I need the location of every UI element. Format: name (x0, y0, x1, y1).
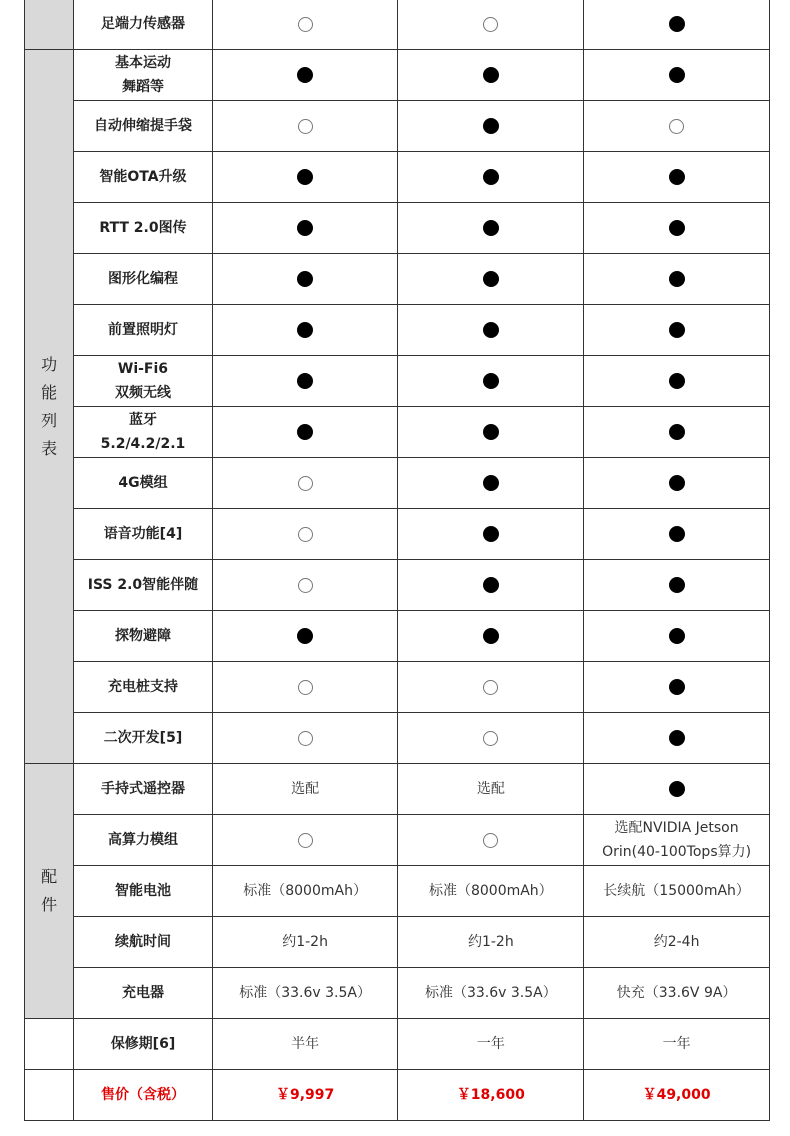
empty-circle-icon (298, 17, 313, 32)
price-row (25, 1070, 770, 1121)
value-cell (398, 815, 584, 866)
row-label: 保修期[6] (74, 1019, 213, 1070)
table-row (25, 662, 770, 713)
empty-circle-icon (483, 731, 498, 746)
value-cell (584, 560, 770, 611)
value-cell (584, 611, 770, 662)
filled-circle-icon (669, 679, 685, 695)
value-cell (212, 458, 398, 509)
category-cell (25, 50, 74, 764)
table-row (25, 713, 770, 764)
table-row (25, 50, 770, 101)
value-cell (398, 356, 584, 407)
value-cell: 约2-4h (584, 917, 770, 968)
value-cell (398, 407, 584, 458)
filled-circle-icon (297, 373, 313, 389)
row-label (74, 407, 213, 458)
table-row (25, 203, 770, 254)
value-cell (584, 254, 770, 305)
empty-circle-icon (298, 119, 313, 134)
filled-circle-icon (669, 169, 685, 185)
row-label: 语音功能[4] (74, 509, 213, 560)
row-label: 自动伸缩提手袋 (74, 101, 213, 152)
empty-circle-icon (298, 731, 313, 746)
filled-circle-icon (669, 220, 685, 236)
value-cell: 标准（8000mAh） (212, 866, 398, 917)
table-row (25, 356, 770, 407)
value-cell (398, 509, 584, 560)
filled-circle-icon (669, 526, 685, 542)
row-label: 足端力传感器 (74, 0, 213, 50)
value-cell (398, 254, 584, 305)
row-label: 高算力模组 (74, 815, 213, 866)
value-cell (212, 611, 398, 662)
row-label-line: 基本运动 (114, 55, 171, 71)
value-cell (398, 152, 584, 203)
value-cell (584, 0, 770, 50)
row-label-line: Wi-Fi6 (117, 361, 169, 377)
filled-circle-icon (483, 577, 499, 593)
value-cell: 选配 (398, 764, 584, 815)
filled-circle-icon (483, 373, 499, 389)
category-cell (25, 1019, 74, 1070)
spec-comparison-table (24, 0, 770, 1121)
table-row (25, 560, 770, 611)
filled-circle-icon (483, 220, 499, 236)
table-row (25, 152, 770, 203)
value-cell (398, 458, 584, 509)
value-cell (398, 713, 584, 764)
filled-circle-icon (483, 67, 499, 83)
table-row (25, 101, 770, 152)
filled-circle-icon (297, 67, 313, 83)
filled-circle-icon (297, 322, 313, 338)
value-cell (584, 152, 770, 203)
row-label: 手持式遥控器 (74, 764, 213, 815)
filled-circle-icon (669, 373, 685, 389)
empty-circle-icon (298, 833, 313, 848)
value-cell (584, 305, 770, 356)
value-cell (212, 815, 398, 866)
filled-circle-icon (669, 730, 685, 746)
table-row (25, 254, 770, 305)
row-label (74, 356, 213, 407)
table-row (25, 458, 770, 509)
value-cell (398, 101, 584, 152)
value-cell: 快充（33.6V 9A） (584, 968, 770, 1019)
value-cell: ￥18,600 (398, 1070, 584, 1121)
value-cell (584, 815, 770, 866)
value-cell (212, 305, 398, 356)
category-cell (25, 764, 74, 1019)
row-label-line: 5.2/4.2/2.1 (100, 436, 186, 452)
table-row (25, 866, 770, 917)
empty-circle-icon (483, 17, 498, 32)
table-row (25, 917, 770, 968)
table-row (25, 407, 770, 458)
value-cell (212, 560, 398, 611)
value-cell (398, 50, 584, 101)
row-label (74, 50, 213, 101)
empty-circle-icon (669, 119, 684, 134)
filled-circle-icon (669, 628, 685, 644)
filled-circle-icon (483, 628, 499, 644)
value-cell: 选配 (212, 764, 398, 815)
value-cell (398, 0, 584, 50)
filled-circle-icon (483, 169, 499, 185)
filled-circle-icon (297, 424, 313, 440)
value-cell: 标准（33.6v 3.5A） (398, 968, 584, 1019)
value-cell: 约1-2h (212, 917, 398, 968)
value-cell (212, 50, 398, 101)
row-label: 二次开发[5] (74, 713, 213, 764)
value-line: Orin(40-100Tops算力) (602, 844, 752, 860)
row-label-line: 双频无线 (114, 385, 171, 401)
row-label: 探物避障 (74, 611, 213, 662)
value-cell (584, 356, 770, 407)
category-label: 配 件 (41, 867, 58, 914)
empty-circle-icon (483, 833, 498, 848)
table-row (25, 509, 770, 560)
row-label: 图形化编程 (74, 254, 213, 305)
row-label: 续航时间 (74, 917, 213, 968)
row-label: 4G模组 (74, 458, 213, 509)
filled-circle-icon (669, 781, 685, 797)
value-cell: 一年 (398, 1019, 584, 1070)
row-label: 前置照明灯 (74, 305, 213, 356)
filled-circle-icon (483, 118, 499, 134)
filled-circle-icon (483, 424, 499, 440)
empty-circle-icon (298, 680, 313, 695)
table-row (25, 968, 770, 1019)
empty-circle-icon (298, 578, 313, 593)
table-row (25, 764, 770, 815)
filled-circle-icon (297, 169, 313, 185)
value-cell (212, 509, 398, 560)
value-cell (212, 407, 398, 458)
value-cell (398, 203, 584, 254)
value-cell: 约1-2h (398, 917, 584, 968)
filled-circle-icon (297, 220, 313, 236)
empty-circle-icon (483, 680, 498, 695)
filled-circle-icon (483, 475, 499, 491)
filled-circle-icon (669, 424, 685, 440)
value-cell (398, 560, 584, 611)
table-row (25, 1019, 770, 1070)
row-label: RTT 2.0图传 (74, 203, 213, 254)
row-label: 智能OTA升级 (74, 152, 213, 203)
category-label: 功 能 列 表 (41, 354, 58, 458)
empty-circle-icon (298, 527, 313, 542)
row-label: 充电器 (74, 968, 213, 1019)
filled-circle-icon (669, 67, 685, 83)
filled-circle-icon (669, 577, 685, 593)
value-cell (212, 0, 398, 50)
value-cell: 一年 (584, 1019, 770, 1070)
table-row (25, 611, 770, 662)
value-cell: ￥9,997 (212, 1070, 398, 1121)
table-row (25, 0, 770, 50)
filled-circle-icon (297, 628, 313, 644)
row-label-line: 蓝牙 (128, 412, 157, 428)
value-cell: ￥49,000 (584, 1070, 770, 1121)
value-cell (212, 254, 398, 305)
value-cell (584, 509, 770, 560)
row-label: 充电桩支持 (74, 662, 213, 713)
value-cell (212, 356, 398, 407)
empty-circle-icon (298, 476, 313, 491)
value-cell (212, 713, 398, 764)
table-row (25, 305, 770, 356)
value-cell (398, 662, 584, 713)
filled-circle-icon (483, 271, 499, 287)
value-cell (584, 407, 770, 458)
filled-circle-icon (669, 16, 685, 32)
row-label-line: 舞蹈等 (121, 79, 164, 95)
value-cell (584, 50, 770, 101)
filled-circle-icon (483, 526, 499, 542)
filled-circle-icon (669, 271, 685, 287)
value-cell (584, 764, 770, 815)
value-cell: 半年 (212, 1019, 398, 1070)
table-row (25, 815, 770, 866)
row-label: 售价（含税） (74, 1070, 213, 1121)
value-cell: 标准（33.6v 3.5A） (212, 968, 398, 1019)
value-cell (584, 458, 770, 509)
value-cell (398, 305, 584, 356)
value-cell (398, 611, 584, 662)
value-cell: 长续航（15000mAh） (584, 866, 770, 917)
value-cell (584, 662, 770, 713)
value-cell (584, 203, 770, 254)
filled-circle-icon (669, 322, 685, 338)
category-cell (25, 0, 74, 50)
value-cell: 标准（8000mAh） (398, 866, 584, 917)
value-line: 选配NVIDIA Jetson (614, 820, 739, 836)
category-cell (25, 1070, 74, 1121)
filled-circle-icon (669, 475, 685, 491)
filled-circle-icon (297, 271, 313, 287)
value-cell (584, 101, 770, 152)
row-label: ISS 2.0智能伴随 (74, 560, 213, 611)
value-cell (212, 101, 398, 152)
value-cell (584, 713, 770, 764)
value-cell (212, 152, 398, 203)
row-label: 智能电池 (74, 866, 213, 917)
filled-circle-icon (483, 322, 499, 338)
value-cell (212, 203, 398, 254)
value-cell (212, 662, 398, 713)
